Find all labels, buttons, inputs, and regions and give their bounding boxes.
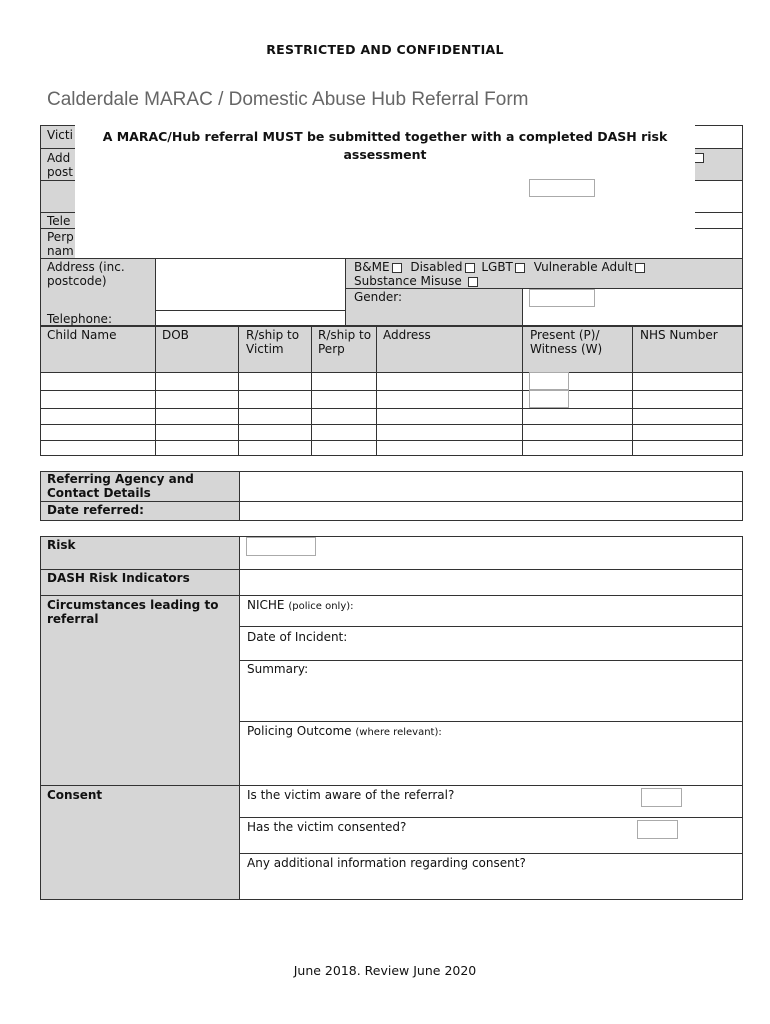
policing-outcome-note: (where relevant):: [355, 727, 442, 738]
niche-label: [247, 598, 354, 614]
form-title: Calderdale MARAC / Domestic Abuse Hub Referral Form: [47, 89, 529, 110]
col-dob: DOB: [162, 328, 189, 342]
col-present-witness: Present (P)/ Witness (W): [530, 328, 603, 356]
gender-input[interactable]: [529, 289, 595, 307]
perp-name-label-1: Perp: [47, 230, 74, 244]
footer-review-date: June 2018. Review June 2020: [293, 963, 477, 978]
gender-label: Gender:: [354, 290, 403, 304]
col-nhs-number: NHS Number: [640, 328, 718, 342]
hidden-checkbox[interactable]: [694, 153, 704, 163]
perp-address-input[interactable]: [156, 259, 344, 309]
substance-misuse-checkbox[interactable]: [468, 277, 478, 287]
equality-row-2: [354, 274, 481, 288]
lgbt-checkbox[interactable]: [515, 263, 525, 273]
disabled-label: Disabled: [410, 260, 463, 274]
date-of-incident-label: Date of Incident:: [247, 630, 348, 644]
perp-address-label: Address (inc. postcode): [47, 260, 125, 288]
bme-checkbox[interactable]: [392, 263, 402, 273]
col-child-name: Child Name: [47, 328, 117, 342]
summary-label: Summary:: [247, 662, 309, 676]
victim-telephone-label: Tele: [47, 214, 71, 228]
vulnerable-adult-checkbox[interactable]: [635, 263, 645, 273]
niche-text: NICHE: [247, 598, 285, 612]
present-witness-input-1[interactable]: [529, 372, 569, 390]
date-referred-input[interactable]: [241, 502, 741, 520]
consent-label: Consent: [47, 788, 103, 802]
summary-input[interactable]: [241, 678, 741, 720]
perp-name-label-2: nam: [47, 244, 74, 258]
confidential-header: RESTRICTED AND CONFIDENTIAL: [266, 42, 504, 57]
dash-indicators-input[interactable]: [241, 570, 741, 594]
victim-address-label-2: post: [47, 165, 73, 179]
niche-note: (police only):: [288, 601, 354, 612]
col-rship-victim: R/ship to Victim: [246, 328, 300, 356]
substance-misuse-label: Substance Misuse: [354, 274, 462, 288]
additional-consent-input[interactable]: [241, 872, 741, 898]
bme-label: B&ME: [354, 260, 390, 274]
referring-agency-input[interactable]: [241, 472, 741, 500]
vulnerable-adult-label: Vulnerable Adult: [533, 260, 633, 274]
perp-telephone-input[interactable]: [156, 311, 344, 325]
date-referred-label: Date referred:: [47, 503, 144, 517]
col-rship-perp: R/ship to Perp: [318, 328, 372, 356]
disabled-checkbox[interactable]: [465, 263, 475, 273]
victim-aware-question: Is the victim aware of the referral?: [247, 788, 455, 802]
dash-notice-overlay: [75, 120, 695, 258]
victim-name-label: Victi: [47, 128, 73, 142]
equality-row-1: [354, 260, 648, 274]
policing-outcome-text: Policing Outcome: [247, 724, 352, 738]
dash-indicators-label: DASH Risk Indicators: [47, 571, 190, 585]
referring-agency-label: Referring Agency and Contact Details: [47, 472, 194, 500]
present-witness-input-2[interactable]: [529, 390, 569, 408]
col-address: Address: [383, 328, 431, 342]
overlay-input-box[interactable]: [529, 179, 595, 197]
perp-telephone-label: Telephone:: [47, 312, 112, 326]
victim-consented-input[interactable]: [637, 820, 678, 839]
circumstances-label: Circumstances leading to referral: [47, 598, 219, 626]
additional-consent-question: Any additional information regarding consent?: [247, 856, 526, 870]
victim-address-label-1: Add: [47, 151, 71, 165]
lgbt-label: LGBT: [481, 260, 513, 274]
risk-level-input[interactable]: [246, 537, 316, 556]
victim-aware-input[interactable]: [641, 788, 682, 807]
dash-notice-text: A MARAC/Hub referral MUST be submitted together with a completed DASH risk assessment: [102, 129, 668, 162]
victim-consented-question: Has the victim consented?: [247, 820, 407, 834]
risk-label: Risk: [47, 538, 76, 552]
policing-outcome-label: [247, 724, 442, 740]
